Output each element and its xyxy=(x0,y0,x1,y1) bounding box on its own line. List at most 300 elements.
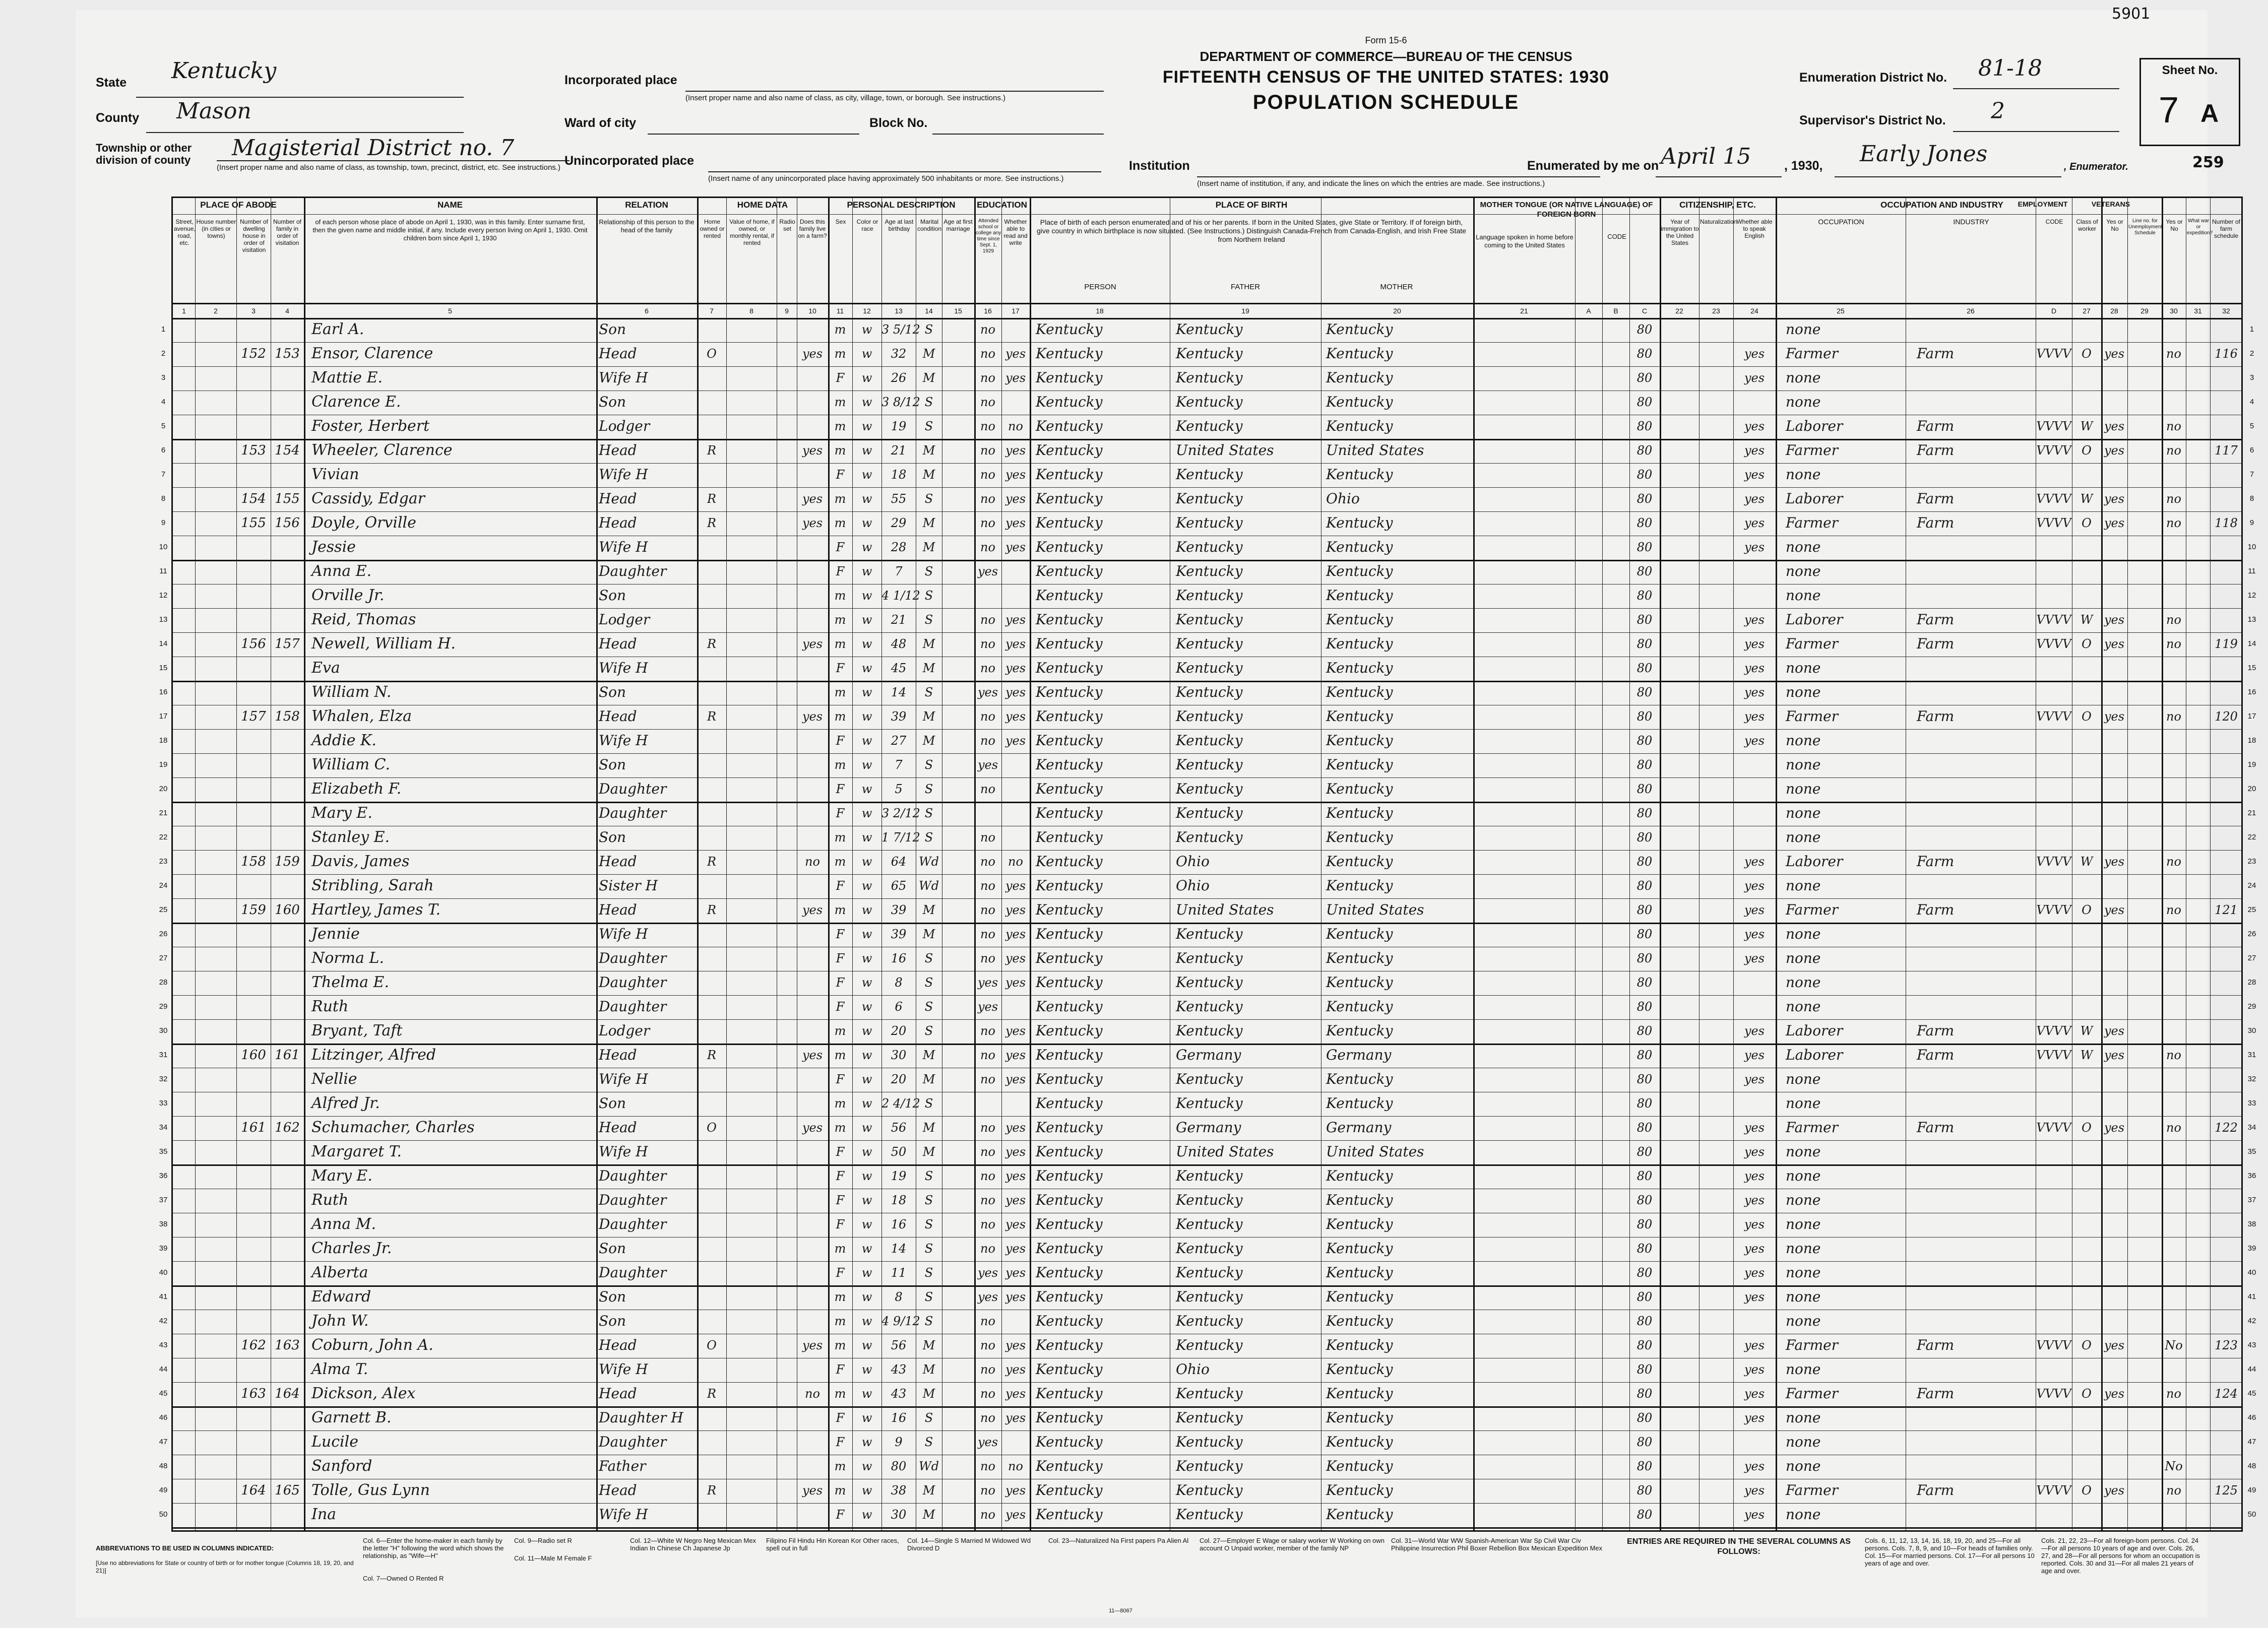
head-house-number: House number (in cities or towns) xyxy=(196,218,236,239)
language-code: 80 xyxy=(1636,661,1653,675)
speaks-english xyxy=(1733,1091,1776,1116)
sex: F xyxy=(836,1508,845,1522)
occupation-code: VVVV xyxy=(2036,443,2071,458)
sex: m xyxy=(834,637,846,651)
line-number-left: 40 xyxy=(159,1268,168,1277)
school: no xyxy=(980,1508,995,1522)
industry xyxy=(1917,776,2036,802)
occupation-code xyxy=(2036,535,2072,560)
read-write: yes xyxy=(1005,879,1026,893)
home-owned: R xyxy=(707,709,717,724)
speaks-english: yes xyxy=(1744,613,1765,627)
school: yes xyxy=(977,1290,998,1304)
group-education: EDUCATION xyxy=(977,200,1027,210)
footer-col9: Col. 9—Radio set R xyxy=(514,1537,572,1544)
table-row xyxy=(161,487,2254,511)
read-write: yes xyxy=(1005,685,1026,699)
line-number-right: 20 xyxy=(2247,785,2256,793)
birth-person: Kentucky xyxy=(1036,490,1103,507)
line-number-left: 45 xyxy=(159,1389,168,1398)
relation: Wife H xyxy=(599,466,648,483)
veteran xyxy=(2162,559,2186,584)
race: w xyxy=(861,419,872,433)
sex: m xyxy=(834,347,846,361)
language-code: 80 xyxy=(1636,1000,1653,1014)
industry: Farm xyxy=(1917,901,1955,918)
date-underline xyxy=(1656,176,1782,177)
birth-father: Kentucky xyxy=(1176,780,1243,797)
class-of-worker xyxy=(2072,728,2101,753)
line-number-right: 47 xyxy=(2247,1438,2256,1446)
line-number-right: 23 xyxy=(2247,857,2256,866)
race: w xyxy=(861,782,872,796)
line-number-left: 7 xyxy=(161,470,166,479)
speaks-english: yes xyxy=(1744,1411,1765,1425)
sex: m xyxy=(834,419,846,433)
speaks-english: yes xyxy=(1744,1048,1765,1062)
race: w xyxy=(861,1483,872,1497)
industry xyxy=(1917,1163,2036,1189)
veteran: no xyxy=(2166,613,2181,627)
sheet-label: Sheet No. xyxy=(2162,63,2218,77)
farm xyxy=(797,559,828,584)
column-number: 5 xyxy=(448,307,452,315)
unincorporated-note: (Insert name of any unincorporated place having approximately 500 inhabitants or more. See instructions.) xyxy=(708,174,1064,183)
farm: yes xyxy=(802,516,823,530)
speaks-english xyxy=(1733,752,1776,777)
family-number xyxy=(271,1067,304,1092)
speaks-english: yes xyxy=(1744,468,1765,482)
birth-father: Kentucky xyxy=(1176,1337,1243,1353)
farm xyxy=(797,583,828,608)
birth-mother: Kentucky xyxy=(1326,998,1393,1015)
family-number xyxy=(271,970,304,995)
industry: Farm xyxy=(1917,1482,1955,1499)
language-code: 80 xyxy=(1636,975,1653,990)
line-number-right: 1 xyxy=(2249,325,2254,334)
race: w xyxy=(861,806,872,820)
race: w xyxy=(861,1314,872,1328)
race: w xyxy=(861,734,872,748)
birth-person: Kentucky xyxy=(1036,442,1103,459)
read-write: yes xyxy=(1005,443,1026,458)
veteran xyxy=(2162,365,2186,390)
person-name: Schumacher, Charles xyxy=(311,1119,475,1136)
age: 11 xyxy=(891,1266,907,1280)
column-number: 3 xyxy=(251,307,256,315)
enumerator-label: , Enumerator. xyxy=(2064,161,2128,172)
home-owned xyxy=(697,680,726,705)
employed: yes xyxy=(2104,443,2125,458)
home-owned xyxy=(697,1091,726,1116)
read-write: yes xyxy=(1005,1362,1026,1377)
line-number-left: 30 xyxy=(159,1026,168,1035)
occupation-code xyxy=(2036,656,2072,681)
farm-schedule: 124 xyxy=(2215,1387,2238,1401)
school: no xyxy=(980,1145,995,1159)
class-of-worker: W xyxy=(2080,492,2093,506)
marital: S xyxy=(924,782,933,796)
class-of-worker: O xyxy=(2082,516,2092,530)
occupation-code xyxy=(2036,1188,2072,1213)
farm: yes xyxy=(802,709,823,724)
class-of-worker: W xyxy=(2080,1024,2093,1038)
birth-mother: Kentucky xyxy=(1326,1288,1393,1305)
language-code: 80 xyxy=(1636,1387,1653,1401)
family-number xyxy=(271,1454,304,1479)
industry xyxy=(1917,922,2036,947)
dwelling-number xyxy=(236,1454,271,1479)
relation: Son xyxy=(599,1313,626,1329)
year-label: , 1930, xyxy=(1784,159,1823,173)
table-row xyxy=(159,1237,2256,1261)
line-number-right: 34 xyxy=(2247,1123,2256,1132)
occupation-code xyxy=(2036,946,2072,971)
birth-father: Kentucky xyxy=(1176,394,1243,410)
birth-person: Kentucky xyxy=(1036,853,1103,870)
school: no xyxy=(980,661,995,675)
language-code: 80 xyxy=(1636,1072,1653,1086)
race: w xyxy=(861,1024,872,1038)
table-row xyxy=(159,1334,2256,1358)
column-number: 19 xyxy=(1241,307,1249,315)
line-number-right: 12 xyxy=(2247,591,2256,600)
marital: M xyxy=(922,1387,935,1401)
speaks-english: yes xyxy=(1744,1121,1765,1135)
institution-note: (Insert name of institution, if any, and indicate the lines on which the entries are made. See instructions.) xyxy=(1197,179,1545,188)
class-of-worker xyxy=(2072,1284,2101,1310)
line-number-right: 41 xyxy=(2247,1292,2256,1301)
veteran xyxy=(2162,1139,2186,1164)
employed xyxy=(2101,680,2127,705)
table-row xyxy=(159,560,2256,584)
home-owned xyxy=(697,1067,726,1092)
sex: m xyxy=(834,1048,846,1062)
read-write: yes xyxy=(1005,975,1026,990)
head-industry: INDUSTRY xyxy=(1953,218,1989,226)
birth-person: Kentucky xyxy=(1036,321,1103,338)
line-number-left: 33 xyxy=(159,1099,168,1108)
head-street: Street, avenue, road, etc. xyxy=(174,218,196,246)
birth-mother: Germany xyxy=(1326,1047,1392,1063)
head-code: CODE xyxy=(1607,233,1626,240)
race: w xyxy=(861,1459,872,1473)
language-code: 80 xyxy=(1636,1483,1653,1497)
birth-person: Kentucky xyxy=(1036,587,1103,604)
line-number-right: 5 xyxy=(2249,422,2254,430)
birth-father: Kentucky xyxy=(1176,611,1243,628)
footer-col6: Col. 6—Enter the home-maker in each family by the letter "H" following the word which shows the relationship, as "Wife—H" xyxy=(363,1537,504,1559)
home-owned xyxy=(697,1212,726,1237)
line-number-right: 38 xyxy=(2247,1220,2256,1228)
occupation-code: VVVV xyxy=(2036,613,2071,627)
occupation-code: VVVV xyxy=(2036,855,2071,869)
speaks-english xyxy=(1733,1309,1776,1334)
birth-person: Kentucky xyxy=(1036,611,1103,628)
enumerated-label: Enumerated by me on xyxy=(1527,159,1659,173)
farm-schedule xyxy=(2210,1357,2242,1382)
line-number-left: 31 xyxy=(159,1051,168,1059)
school xyxy=(974,801,1001,826)
race: w xyxy=(861,1435,872,1449)
person-name: Newell, William H. xyxy=(311,635,456,653)
abbrev-title: ABBREVIATIONS TO BE USED IN COLUMNS INDICATED: xyxy=(96,1544,274,1552)
form-number: Form 15-6 xyxy=(1365,35,1407,45)
birth-father: Kentucky xyxy=(1176,1288,1243,1305)
occupation: none xyxy=(1786,369,1821,386)
birth-father: United States xyxy=(1176,442,1274,459)
column-number: 13 xyxy=(895,307,903,315)
unincorporated-label: Unincorporated place xyxy=(564,154,694,168)
race: w xyxy=(861,443,872,458)
speaks-english xyxy=(1733,1429,1776,1455)
dwelling-number: 152 xyxy=(241,346,266,361)
footer-abbrev-title xyxy=(96,1537,358,1582)
class-of-worker xyxy=(2072,970,2101,995)
school: no xyxy=(980,468,995,482)
employed: yes xyxy=(2104,516,2125,530)
class-of-worker xyxy=(2072,1091,2101,1116)
class-of-worker xyxy=(2072,559,2101,584)
relation: Head xyxy=(599,708,637,725)
school: yes xyxy=(977,1266,998,1280)
township-value: Magisterial District no. 7 xyxy=(232,135,515,161)
grid-column-line xyxy=(828,198,830,1530)
marital: M xyxy=(922,1145,935,1159)
school: yes xyxy=(977,1435,998,1449)
read-write xyxy=(1001,1091,1030,1116)
family-number: 158 xyxy=(275,709,300,724)
veteran xyxy=(2162,1502,2186,1527)
relation: Wife H xyxy=(599,1506,648,1523)
line-number-right: 4 xyxy=(2249,398,2254,406)
speaks-english: yes xyxy=(1744,540,1765,554)
school: no xyxy=(980,1483,995,1497)
grid-column-line xyxy=(1001,198,1002,1530)
birth-father: Kentucky xyxy=(1176,490,1243,507)
home-owned: R xyxy=(707,903,717,917)
footer-col31: Col. 31—World War WW Spanish-American War Sp Civil War Civ Philippine Insurrection Phil Boxer Rebellion Box Mexican Expedition Mex xyxy=(1391,1537,1603,1552)
institution-underline xyxy=(1197,176,1600,177)
employed: yes xyxy=(2104,1121,2125,1135)
marital: Wd xyxy=(918,879,939,893)
speaks-english: yes xyxy=(1744,637,1765,651)
line-number-right: 31 xyxy=(2247,1051,2256,1059)
line-number-left: 36 xyxy=(159,1171,168,1180)
employed: yes xyxy=(2104,1387,2125,1401)
occupation: none xyxy=(1786,1192,1821,1208)
home-owned xyxy=(697,1284,726,1310)
industry xyxy=(1917,825,2036,850)
home-owned xyxy=(697,1188,726,1213)
marital: Wd xyxy=(918,855,939,869)
occupation-code xyxy=(2036,680,2072,705)
person-name: Garnett B. xyxy=(311,1409,392,1426)
occupation-code xyxy=(2036,1309,2072,1334)
farm-schedule: 117 xyxy=(2215,443,2238,458)
marital: M xyxy=(922,1508,935,1522)
farm-schedule xyxy=(2210,1454,2242,1479)
sex: m xyxy=(834,613,846,627)
column-number: 12 xyxy=(863,307,871,315)
table-row xyxy=(159,1430,2256,1455)
age: 28 xyxy=(891,540,907,554)
marital: S xyxy=(924,564,933,578)
head-dwelling: Number of dwelling house in order of visitation xyxy=(239,218,269,253)
language-code: 80 xyxy=(1636,1048,1653,1062)
occupation: none xyxy=(1786,539,1821,555)
home-owned xyxy=(697,462,726,487)
home-owned xyxy=(697,1260,726,1285)
home-owned: R xyxy=(707,1483,717,1497)
school: no xyxy=(980,855,995,869)
home-owned: R xyxy=(707,1387,717,1401)
relation: Wife H xyxy=(599,1071,648,1087)
farm: yes xyxy=(802,1121,823,1135)
school: no xyxy=(980,1048,995,1062)
column-number: 18 xyxy=(1096,307,1104,315)
farm xyxy=(797,825,828,850)
home-owned xyxy=(697,414,726,439)
relation: Sister H xyxy=(599,877,658,894)
language-code: 80 xyxy=(1636,419,1653,433)
age: 43 xyxy=(891,1387,907,1401)
sex: F xyxy=(836,879,845,893)
birth-person: Kentucky xyxy=(1036,369,1103,386)
dwelling-number: 157 xyxy=(241,709,266,724)
table-row xyxy=(161,390,2254,415)
farm-schedule: 125 xyxy=(2215,1483,2238,1497)
birth-mother: Kentucky xyxy=(1326,539,1393,555)
birth-mother: Kentucky xyxy=(1326,563,1393,579)
line-number-left: 43 xyxy=(159,1341,168,1349)
sex: m xyxy=(834,1387,846,1401)
occupation: none xyxy=(1786,321,1821,338)
marital: S xyxy=(924,395,933,409)
marital: M xyxy=(922,443,935,458)
language-code: 80 xyxy=(1636,758,1653,772)
occupation: none xyxy=(1786,950,1821,966)
age: 8 xyxy=(895,1290,903,1304)
veteran xyxy=(2162,680,2186,705)
read-write: yes xyxy=(1005,1217,1026,1231)
grid-column-line xyxy=(2101,198,2103,1530)
birth-person: Kentucky xyxy=(1036,539,1103,555)
industry xyxy=(1917,728,2036,753)
county-underline xyxy=(146,132,464,133)
veteran xyxy=(2162,1284,2186,1310)
birth-mother: United States xyxy=(1326,1143,1424,1160)
birth-person: Kentucky xyxy=(1036,660,1103,676)
industry: Farm xyxy=(1917,442,1955,459)
line-number-left: 18 xyxy=(159,736,168,745)
read-write: yes xyxy=(1005,1072,1026,1086)
birth-person: Kentucky xyxy=(1036,708,1103,725)
occupation-code xyxy=(2036,1357,2072,1382)
line-number-right: 44 xyxy=(2247,1365,2256,1374)
employed xyxy=(2101,656,2127,681)
sex: m xyxy=(834,516,846,530)
employed xyxy=(2101,1260,2127,1285)
age: 39 xyxy=(891,709,907,724)
school: no xyxy=(980,1024,995,1038)
farm: yes xyxy=(802,492,823,506)
read-write: no xyxy=(1008,1459,1023,1473)
relation: Wife H xyxy=(599,369,648,386)
column-number: 24 xyxy=(1750,307,1758,315)
birth-father: Kentucky xyxy=(1176,1264,1243,1281)
speaks-english: yes xyxy=(1744,709,1765,724)
birth-mother: Kentucky xyxy=(1326,466,1393,483)
birth-mother: Kentucky xyxy=(1326,684,1393,700)
grid-column-line xyxy=(596,198,598,1530)
farm-schedule: 121 xyxy=(2215,903,2238,917)
employed xyxy=(2101,317,2127,342)
occupation-code: VVVV xyxy=(2036,637,2071,651)
birth-father: Kentucky xyxy=(1176,563,1243,579)
school: no xyxy=(980,613,995,627)
relation: Daughter H xyxy=(599,1409,683,1426)
class-of-worker xyxy=(2072,1236,2101,1261)
read-write xyxy=(1001,994,1030,1019)
dwelling-number xyxy=(236,680,271,705)
marital: M xyxy=(922,1362,935,1377)
industry xyxy=(1917,752,2036,777)
age: 3 5/12 xyxy=(881,322,920,337)
farm-schedule xyxy=(2210,922,2242,947)
dwelling-number xyxy=(236,752,271,777)
race: w xyxy=(861,1048,872,1062)
occupation: none xyxy=(1786,732,1821,749)
person-name: Thelma E. xyxy=(311,973,389,991)
table-row xyxy=(159,1503,2256,1527)
person-name: Addie K. xyxy=(311,732,376,749)
line-number-right: 30 xyxy=(2247,1026,2256,1035)
age: 14 xyxy=(891,1242,907,1256)
line-number-left: 26 xyxy=(159,930,168,938)
speaks-english: yes xyxy=(1744,1387,1765,1401)
line-number-right: 37 xyxy=(2247,1196,2256,1204)
farm-schedule xyxy=(2210,559,2242,584)
marital: M xyxy=(922,903,935,917)
employed xyxy=(2101,1502,2127,1527)
relation: Son xyxy=(599,1240,626,1257)
head-farm: Does this family live on a farm? xyxy=(798,218,827,239)
school: no xyxy=(980,951,995,965)
birth-mother: Ohio xyxy=(1326,490,1360,507)
relation: Son xyxy=(599,587,626,604)
race: w xyxy=(861,1000,872,1014)
family-number xyxy=(271,1429,304,1455)
dwelling-number: 153 xyxy=(241,443,266,458)
birth-father: Kentucky xyxy=(1176,1167,1243,1184)
read-write xyxy=(1001,1309,1030,1334)
home-owned xyxy=(697,583,726,608)
dwelling-number xyxy=(236,994,271,1019)
dwelling-number xyxy=(236,801,271,826)
farm: yes xyxy=(802,637,823,651)
race: w xyxy=(861,540,872,554)
birth-person: Kentucky xyxy=(1036,1409,1103,1426)
home-owned xyxy=(697,1163,726,1189)
class-of-worker xyxy=(2072,873,2101,898)
veteran xyxy=(2162,752,2186,777)
birth-person: Kentucky xyxy=(1036,1167,1103,1184)
birth-mother: Kentucky xyxy=(1326,1482,1393,1499)
head-family: Number of family in order of visitation xyxy=(273,218,302,246)
relation: Daughter xyxy=(599,780,667,797)
read-write xyxy=(1001,752,1030,777)
